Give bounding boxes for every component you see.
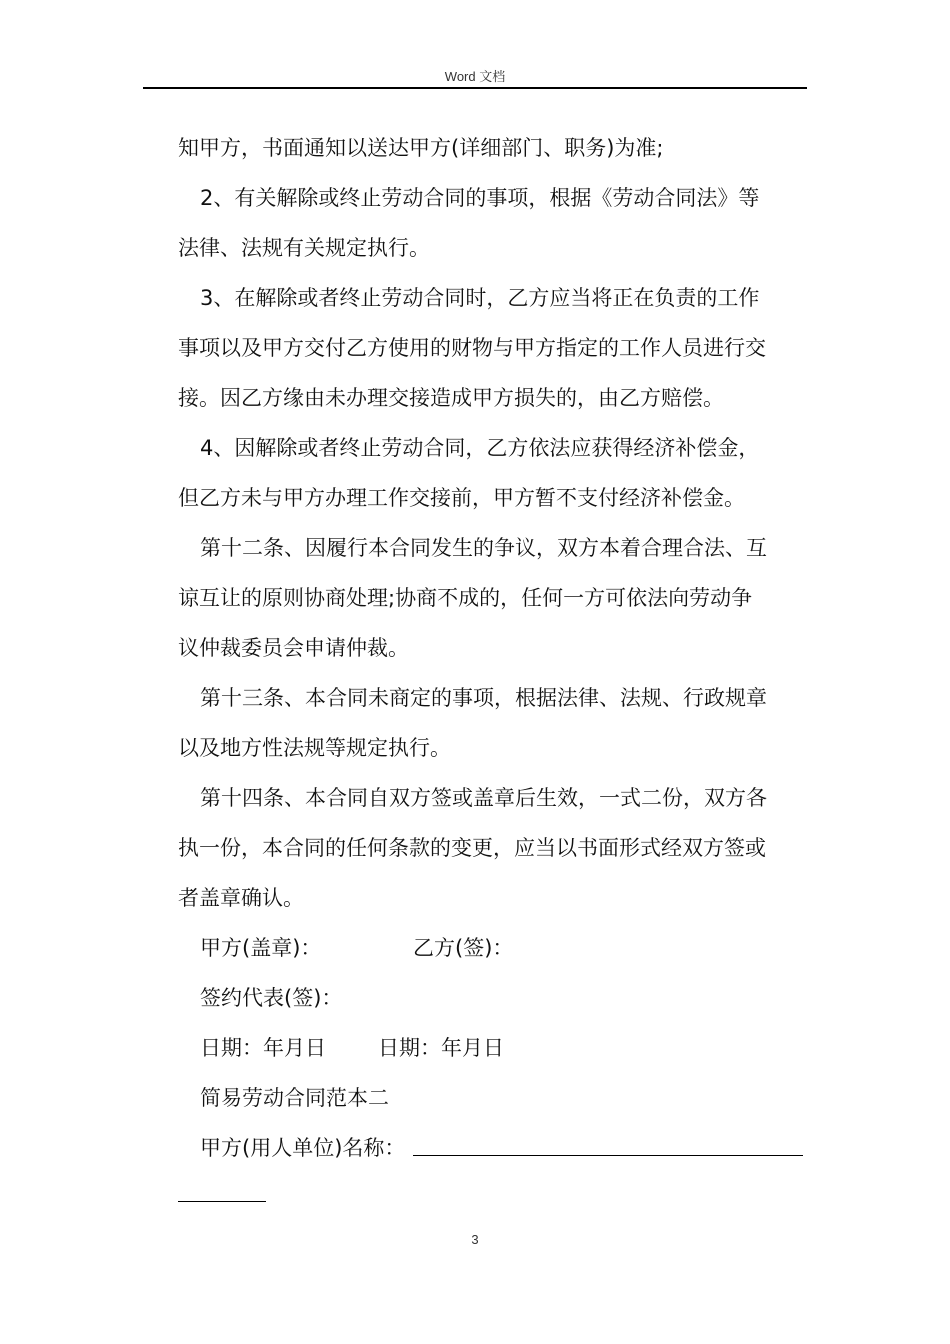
text-line: 第十四条、本合同自双方签或盖章后生效，一式二份，双方各 (200, 786, 767, 810)
header-divider (143, 87, 807, 89)
employer-name-blank (413, 1155, 803, 1156)
text-line: 第十二条、因履行本合同发生的争议，双方本着合理合法、互 (200, 536, 767, 560)
party-a-date-label: 日期：年月日 (200, 1036, 326, 1060)
party-b-sign-label: 乙方(签)： (413, 936, 514, 960)
text-line: 2、有关解除或终止劳动合同的事项，根据《劳动合同法》等 (200, 186, 760, 210)
section-title: 简易劳动合同范本二 (200, 1086, 389, 1110)
text-line: 知甲方，书面通知以送达甲方(详细部门、职务)为准; (178, 136, 664, 160)
text-line: 事项以及甲方交付乙方使用的财物与甲方指定的工作人员进行交 (178, 336, 766, 360)
text-line: 执一份，本合同的任何条款的变更，应当以书面形式经双方签或 (178, 836, 766, 860)
page-number: 3 (471, 1232, 479, 1247)
text-line: 议仲裁委员会申请仲裁。 (178, 636, 409, 660)
text-line: 4、因解除或者终止劳动合同，乙方依法应获得经济补偿金， (200, 436, 760, 460)
employer-name-blank-continued (178, 1201, 266, 1202)
representative-sign-label: 签约代表(签)： (200, 986, 343, 1010)
text-line: 者盖章确认。 (178, 886, 304, 910)
text-line: 以及地方性法规等规定执行。 (178, 736, 451, 760)
text-line: 第十三条、本合同未商定的事项，根据法律、法规、行政规章 (200, 686, 767, 710)
text-line: 3、在解除或者终止劳动合同时，乙方应当将正在负责的工作 (200, 286, 760, 310)
text-line: 接。因乙方缘由未办理交接造成甲方损失的，由乙方赔偿。 (178, 386, 724, 410)
page-header-title: Word 文档 (444, 69, 506, 84)
party-b-date-label: 日期：年月日 (378, 1036, 504, 1060)
text-line: 但乙方未与甲方办理工作交接前，甲方暂不支付经济补偿金。 (178, 486, 745, 510)
text-line: 法律、法规有关规定执行。 (178, 236, 430, 260)
text-line: 谅互让的原则协商处理;协商不成的，任何一方可依法向劳动争 (178, 586, 753, 610)
party-a-seal-label: 甲方(盖章)： (200, 936, 322, 960)
employer-name-label: 甲方(用人单位)名称： (200, 1136, 406, 1160)
